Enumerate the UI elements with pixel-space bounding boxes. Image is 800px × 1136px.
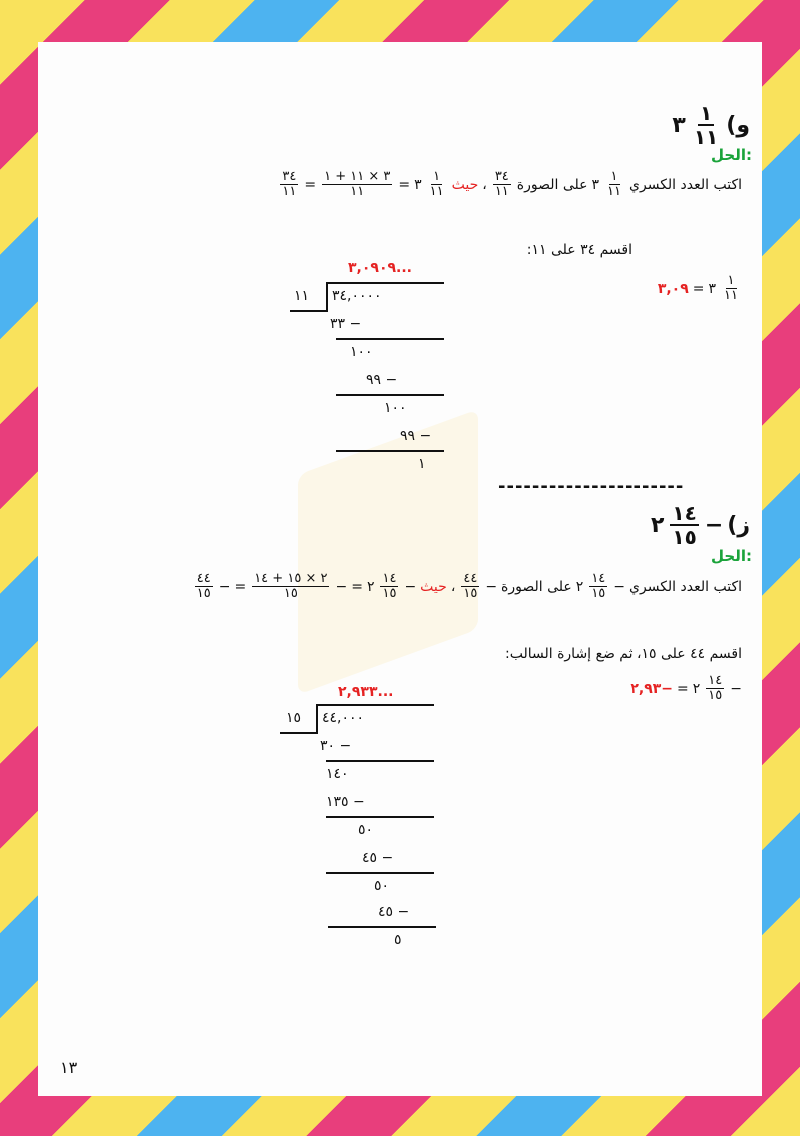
page-number: ١٣ <box>60 1058 78 1077</box>
part-w-step: ٣٣ − <box>330 316 362 332</box>
part-w-answer: $\frac{١}{١١}$ ٣ = ٣,٠٩ <box>657 273 738 304</box>
part-z-explanation: اكتب العدد الكسري − $\frac{١٤}{١٥}$ ٢ على الصورة − $\frac{٤٤}{١٥}$ ، حيث − $\frac{١٤}{١٥}$ ٢ = − $\frac{٢ \times ١٥ + ١٤}{١٥}$ = − $\frac{٤٤}{١٥}$ <box>196 571 742 602</box>
part-z-quotient: ٢,٩٣٣... <box>338 684 394 700</box>
part-w-step: ١ <box>418 456 426 472</box>
part-z-fraction: $\frac{١٤}{١٥}$ <box>672 501 697 549</box>
part-w-divide-text: اقسم ٣٤ على ١١: <box>526 242 632 258</box>
part-z-step: ٤٥ − <box>362 850 394 866</box>
part-w-quotient: ٣,٠٩٠٩... <box>348 260 413 276</box>
part-w-label: و) <box>726 112 750 138</box>
part-z-step: ٣٠ − <box>320 738 352 754</box>
part-w-step: ١٠٠ <box>384 400 407 416</box>
part-w-step: ٩٩ − <box>366 372 398 388</box>
part-z-step: ٥ <box>394 932 402 948</box>
part-w-header <box>672 102 750 148</box>
part-w-step: ٩٩ − <box>400 428 432 444</box>
part-z-answer: − $\frac{١٤}{١٥}$ ٢ = −٢,٩٣ <box>630 673 742 704</box>
part-z-step: ٤٥ − <box>378 904 410 920</box>
part-w-divisor: ١١ <box>294 288 310 304</box>
part-z-header: ز) − $\frac{١٤}{١٥}$ ٢ <box>650 501 750 549</box>
worksheet-page <box>38 42 762 1096</box>
part-z-step: ١٤٠ <box>326 766 349 782</box>
part-z-label: ز) <box>727 512 750 538</box>
where-keyword: حيث <box>451 176 479 193</box>
part-w-dividend: ٣٤,٠٠٠٠ <box>332 288 382 304</box>
part-z-step: ٥٠ <box>374 878 390 894</box>
part-w-fraction: $\frac{١}{١١}$ <box>693 101 719 149</box>
part-z-solution-label: الحل: <box>711 547 752 565</box>
part-z-step: ٥٠ <box>358 822 374 838</box>
section-separator: ---------------------- <box>498 476 685 497</box>
part-z-divisor: ١٥ <box>286 710 302 726</box>
part-w-explanation: اكتب العدد الكسري $\frac{١}{١١}$ ٣ على الصورة $\frac{٣٤}{١١}$ ، حيث $\frac{١}{١١}$ ٣ = $\frac{٣ \times ١١ + ١}{١١}$ = $\frac{٣٤}{١١}$ <box>282 169 742 200</box>
watermark-logo <box>298 409 478 695</box>
part-z-divide-text: اقسم ٤٤ على ١٥، ثم ضع إشارة السالب: <box>505 646 742 662</box>
part-z-step: ١٣٥ − <box>326 794 365 810</box>
part-z-dividend: ٤٤,٠٠٠ <box>322 710 365 726</box>
part-w-solution-label: الحل: <box>711 146 752 164</box>
part-w-whole: ٣ <box>672 112 686 138</box>
part-z-whole: ٢ <box>650 512 665 538</box>
where-keyword: حيث <box>420 578 447 595</box>
part-w-step: ١٠٠ <box>350 344 373 360</box>
